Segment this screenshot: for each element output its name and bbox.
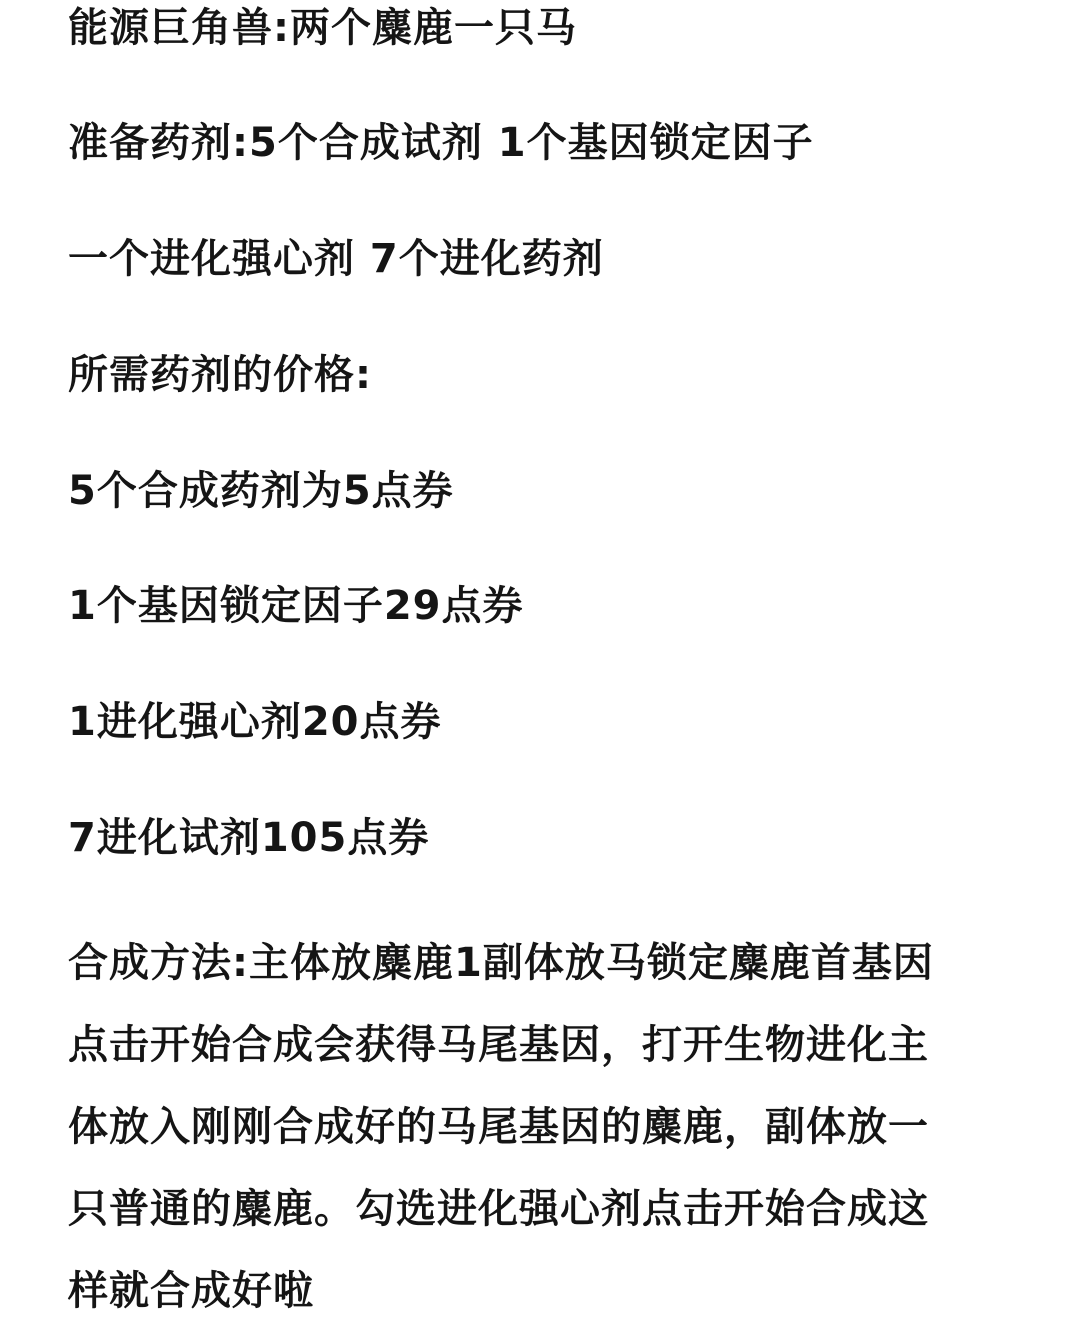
- price-item: 1个基因锁定因子29点券: [68, 583, 524, 629]
- price-item: 5个合成药剂为5点券: [68, 468, 454, 514]
- ingredients-line-2: 一个进化强心剂 7个进化药剂: [68, 236, 604, 282]
- ingredients-line-1: 准备药剂:5个合成试剂 1个基因锁定因子: [68, 120, 814, 166]
- price-item: 1进化强心剂20点券: [68, 699, 442, 745]
- price-heading: 所需药剂的价格:: [68, 352, 372, 398]
- method-paragraph: [68, 922, 1018, 1332]
- method-line: 只普通的麋鹿。勾选进化强心剂点击开始合成这: [68, 1186, 929, 1232]
- method-line: 合成方法:主体放麋鹿1副体放马锁定麋鹿首基因: [68, 940, 934, 986]
- method-line: 点击开始合成会获得马尾基因，打开生物进化主: [68, 1022, 929, 1068]
- note-title: 能源巨角兽:两个麋鹿一只马: [68, 5, 577, 51]
- method-line: 样就合成好啦: [68, 1268, 314, 1314]
- method-line: 体放入刚刚合成好的马尾基因的麋鹿，副体放一: [68, 1104, 929, 1150]
- price-item: 7进化试剂105点券: [68, 815, 430, 861]
